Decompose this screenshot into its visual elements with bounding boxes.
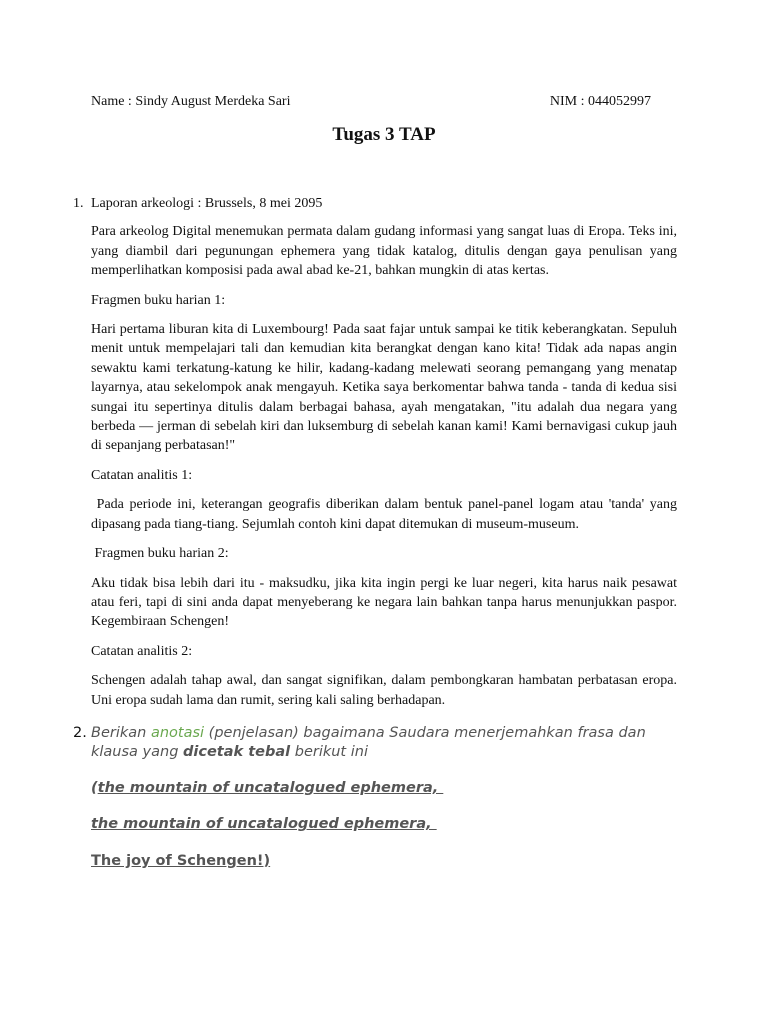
item-2-text-part3: berikut ini [290,743,368,760]
item-2-number: 2. [73,724,87,741]
paragraph-fragment-2-label: Fragmen buku harian 2: [91,546,229,562]
header [91,94,651,114]
paragraph-intro: Para arkeolog Digital menemukan permata dalam gudang informasi yang sangat luas di Eropa. Teks ini, yang diambil dari pegunungan ephemera yang tidak katalog, ditulis dengan gaya penulisan yang memperlihatkan komposisi pada awal abad ke-21, bahkan mungkin di atas kertas. [91,224,677,279]
item-1-number: 1. [73,196,84,211]
paragraph-analysis-2-label: Catatan analitis 2: [91,643,193,659]
item-2-highlight: anotasi [150,724,205,741]
phrase-3 [91,852,677,871]
phrase-1-text: the mountain of uncatalogued ephemera, [97,779,444,796]
phrase-2-text: the mountain of uncatalogued ephemera, [91,816,437,833]
item-2-text-part2: (penjelasan) bagaimana Saudara menerjemahkan frasa dan klausa yang [91,724,651,760]
paragraph-analysis-2: Schengen adalah tahap awal, dan sangat signifikan, dalam pembongkaran hambatan perbatasan eropa. Uni eropa sudah lama dan rumit, sering kali saling berhadapan. [91,673,677,708]
item-2-bold: dicetak tebal [183,743,291,760]
phrase-2 [91,815,677,834]
document-body [73,194,681,871]
item-2-question [73,724,677,762]
item-1-heading-text: Laporan arkeologi : Brussels, 8 mei 2095 [91,196,323,211]
phrase-1 [91,779,677,798]
paragraph-fragment-1: Hari pertama liburan kita di Luxembourg! Pada saat fajar untuk sampai ke titik keberangkatan. Sepuluh menit untuk mempelajari tali dan kemudian kita berangkat dengan kano kita! Tidak ada napas angin sewaktu kami terkatung-katung ke hilir, kadang-kadang melewati seorang pemangang yang menatap layarnya, atau sekelompok anak mengayuh. Ketika saya berkomentar bahwa tanda - tanda di kedua sisi sungai itu sepertinya ditulis dalam berbagai bahasa, ayah mengatakan, "itu adalah dua negara yang berbeda — jerman di sebelah kiri dan luksemburg di sebelah kanan kami! Kami bernavigasi cukup jauh di sepanjang perbatasan!" [91,322,677,454]
item-1-heading [73,194,677,213]
student-name: Name : Sindy August Merdeka Sari [91,94,291,109]
paragraph-fragment-2: Aku tidak bisa lebih dari itu - maksudku, jika kita ingin pergi ke luar negeri, kita harus naik pesawat atau feri, tapi di sini anda dapat menyeberang ke negara lain bahkan tanpa harus menunjukkan paspor. Kegembiraan Schengen! [91,575,677,630]
paragraph-fragment-1-label: Fragmen buku harian 1: [91,292,226,308]
paragraph-analysis-1: Pada periode ini, keterangan geografis diberikan dalam bentuk panel-panel logam atau 'tanda' yang dipasang pada tiang-tiang. Sejumlah contoh kini dapat ditemukan di museum-museum. [91,497,681,532]
phrase-1-prefix: ( [91,779,98,796]
paragraph-analysis-1-label: Catatan analitis 1: [91,467,193,483]
item-2-text-part1: Berikan [91,724,151,741]
page-title: Tugas 3 TAP [332,124,436,145]
student-nim: NIM : 044052997 [549,94,651,109]
phrase-3-text: The joy of Schengen!) [91,852,271,869]
